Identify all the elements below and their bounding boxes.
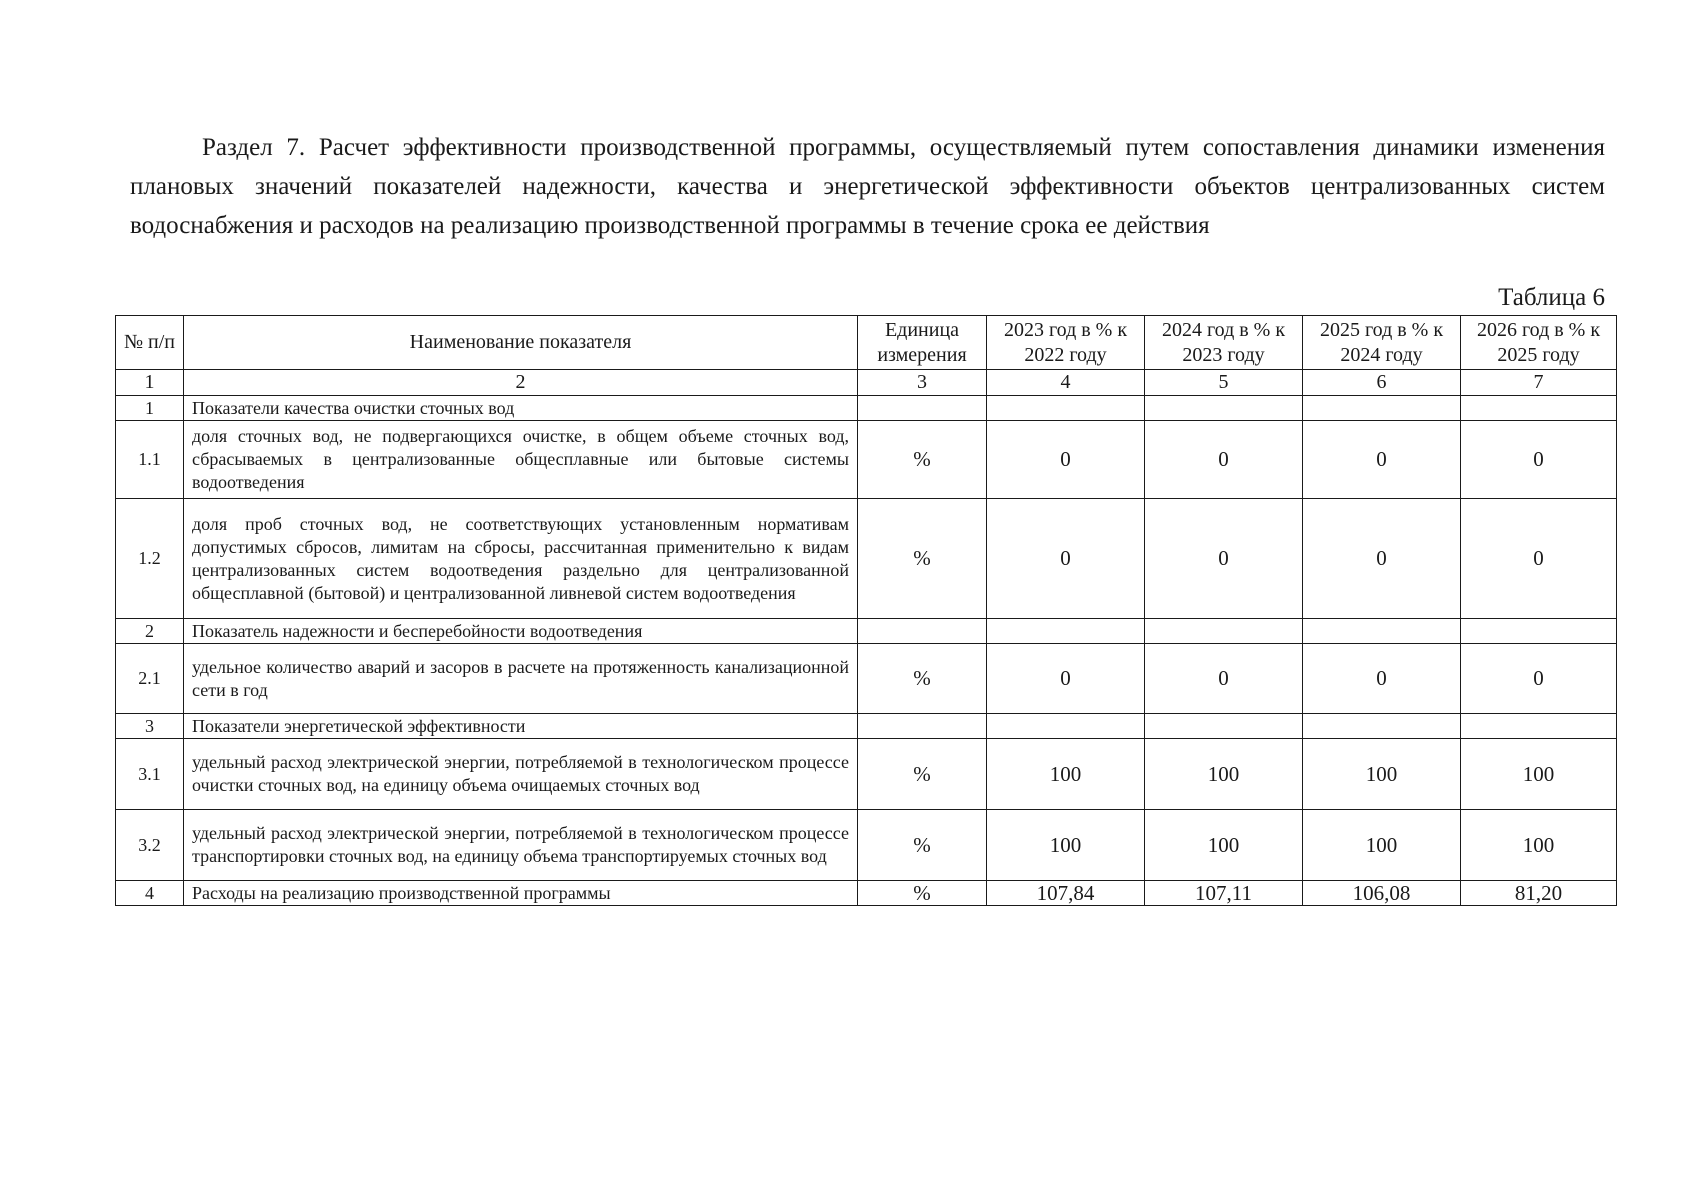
- table-row: [116, 421, 1617, 499]
- table-row-group: [116, 396, 1617, 421]
- column-number: 2: [184, 370, 858, 396]
- value-2024: 107,11: [1145, 881, 1303, 906]
- value-2024: [1145, 619, 1303, 644]
- value-2023: 100: [987, 739, 1145, 810]
- row-number: 4: [116, 881, 184, 906]
- indicator-name: удельный расход электрической энергии, потребляемой в технологическом процессе транспортировки сточных вод, на единицу объема транспортируемых сточных вод: [184, 810, 858, 881]
- unit-cell: [858, 619, 987, 644]
- unit-cell: [858, 396, 987, 421]
- value-2024: 0: [1145, 644, 1303, 714]
- value-2023: 107,84: [987, 881, 1145, 906]
- unit-cell: %: [858, 810, 987, 881]
- column-number: 5: [1145, 370, 1303, 396]
- value-2025: 100: [1303, 810, 1461, 881]
- indicator-name: Показатели качества очистки сточных вод: [184, 396, 858, 421]
- indicator-name: доля сточных вод, не подвергающихся очистке, в общем объеме сточных вод, сбрасываемых в централизованные общесплавные или бытовые системы водоотведения: [184, 421, 858, 499]
- value-2026: 100: [1461, 810, 1617, 881]
- header-2024: 2024 год в % к 2023 году: [1145, 316, 1303, 370]
- indicator-name: Показатели энергетической эффективности: [184, 714, 858, 739]
- value-2023: [987, 396, 1145, 421]
- unit-cell: %: [858, 739, 987, 810]
- table-row: [116, 644, 1617, 714]
- value-2026: 0: [1461, 644, 1617, 714]
- unit-cell: %: [858, 881, 987, 906]
- column-number: 7: [1461, 370, 1617, 396]
- table-row-group: [116, 619, 1617, 644]
- indicator-name: Расходы на реализацию производственной программы: [184, 881, 858, 906]
- value-2025: [1303, 714, 1461, 739]
- column-number: 3: [858, 370, 987, 396]
- table-caption: Таблица 6: [1498, 284, 1605, 311]
- value-2023: 0: [987, 644, 1145, 714]
- unit-cell: [858, 714, 987, 739]
- header-2026: 2026 год в % к 2025 году: [1461, 316, 1617, 370]
- column-number: 4: [987, 370, 1145, 396]
- value-2023: [987, 619, 1145, 644]
- column-number-row: [116, 370, 1617, 396]
- value-2026: [1461, 714, 1617, 739]
- value-2025: 0: [1303, 644, 1461, 714]
- indicator-name: Показатель надежности и бесперебойности водоотведения: [184, 619, 858, 644]
- value-2026: 81,20: [1461, 881, 1617, 906]
- unit-cell: %: [858, 499, 987, 619]
- header-2023: 2023 год в % к 2022 году: [987, 316, 1145, 370]
- value-2024: [1145, 714, 1303, 739]
- row-number: 1.2: [116, 499, 184, 619]
- unit-cell: %: [858, 644, 987, 714]
- header-unit: Единица измерения: [858, 316, 987, 370]
- value-2025: [1303, 619, 1461, 644]
- value-2024: 100: [1145, 739, 1303, 810]
- column-number: 1: [116, 370, 184, 396]
- table-row: [116, 881, 1617, 906]
- table-row: [116, 739, 1617, 810]
- value-2025: 100: [1303, 739, 1461, 810]
- table-header-row: [116, 316, 1617, 370]
- value-2026: 0: [1461, 421, 1617, 499]
- section-heading: Раздел 7. Расчет эффективности производственной программы, осуществляемый путем сопоставления динамики изменения плановых значений показателей надежности, качества и энергетической эффективности объектов централизованных систем водоснабжения и расходов на реализацию производственной программы в течение срока ее действия: [130, 134, 1605, 239]
- unit-cell: %: [858, 421, 987, 499]
- value-2026: 0: [1461, 499, 1617, 619]
- value-2023: 0: [987, 421, 1145, 499]
- header-name: Наименование показателя: [184, 316, 858, 370]
- row-number: 2: [116, 619, 184, 644]
- value-2024: 100: [1145, 810, 1303, 881]
- value-2023: 0: [987, 499, 1145, 619]
- header-num: № п/п: [116, 316, 184, 370]
- row-number: 3.1: [116, 739, 184, 810]
- value-2025: 0: [1303, 421, 1461, 499]
- value-2026: [1461, 396, 1617, 421]
- value-2025: 106,08: [1303, 881, 1461, 906]
- row-number: 1.1: [116, 421, 184, 499]
- table-row: [116, 810, 1617, 881]
- indicator-name: доля проб сточных вод, не соответствующих установленным нормативам допустимых сбросов, лимитам на сбросы, рассчитанная применительно к видам централизованных систем водоотведения раздельно для централизованной общесплавной (бытовой) и централизованной ливневой систем водоотведения: [184, 499, 858, 619]
- value-2024: 0: [1145, 499, 1303, 619]
- table-row: [116, 499, 1617, 619]
- value-2023: 100: [987, 810, 1145, 881]
- value-2025: [1303, 396, 1461, 421]
- value-2025: 0: [1303, 499, 1461, 619]
- indicator-name: удельное количество аварий и засоров в расчете на протяженность канализационной сети в год: [184, 644, 858, 714]
- table-row-group: [116, 714, 1617, 739]
- indicator-name: удельный расход электрической энергии, потребляемой в технологическом процессе очистки сточных вод, на единицу объема очищаемых сточных вод: [184, 739, 858, 810]
- column-number: 6: [1303, 370, 1461, 396]
- header-2025: 2025 год в % к 2024 году: [1303, 316, 1461, 370]
- value-2023: [987, 714, 1145, 739]
- row-number: 1: [116, 396, 184, 421]
- row-number: 3: [116, 714, 184, 739]
- value-2026: 100: [1461, 739, 1617, 810]
- value-2026: [1461, 619, 1617, 644]
- row-number: 2.1: [116, 644, 184, 714]
- row-number: 3.2: [116, 810, 184, 881]
- indicators-table: [115, 315, 1617, 906]
- value-2024: 0: [1145, 421, 1303, 499]
- value-2024: [1145, 396, 1303, 421]
